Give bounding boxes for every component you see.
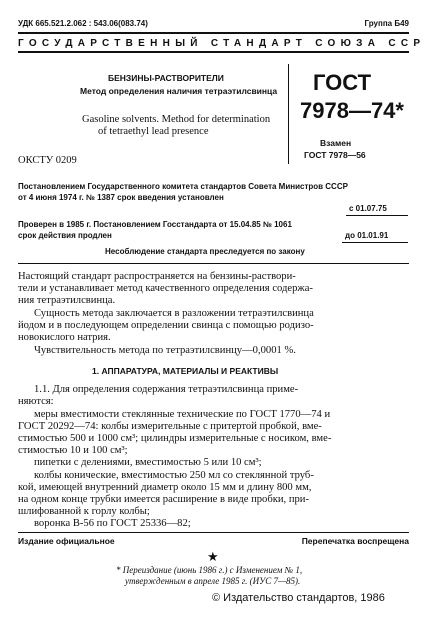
title-en-line2: of tetraethyl lead presence bbox=[98, 126, 209, 137]
date-end-underline bbox=[342, 242, 408, 243]
essence-line2: йодом и в последующем определении свинца с помощью родизо- bbox=[18, 320, 314, 331]
clause-1-1-line4: ГОСТ 20292—74: колбы измерительные с притертой пробкой, вме- bbox=[18, 421, 322, 432]
replaces-value: ГОСТ 7978—56 bbox=[304, 150, 366, 160]
decree-date-start: с 01.07.75 bbox=[349, 204, 387, 213]
okstu-code: ОКСТУ 0209 bbox=[18, 155, 77, 166]
decree-line2: от 4 июня 1974 г. № 1387 срок введения установлен bbox=[18, 193, 224, 202]
clause-1-1-line1: 1.1. Для определения содержания тетраэтилсвинца приме- bbox=[34, 384, 299, 395]
title-divider bbox=[288, 64, 289, 164]
decree-line3: Проверен в 1985 г. Постановлением Госстандарта от 15.04.85 № 1061 bbox=[18, 220, 292, 229]
decree-line4: срок действия продлен bbox=[18, 231, 112, 240]
reprint-prohibited: Перепечатка воспрещена bbox=[301, 536, 409, 546]
intro-line3: ния тетраэтилсвинца. bbox=[18, 295, 116, 306]
group-code: Группа Б49 bbox=[364, 19, 409, 28]
clause-1-1-line5: стимостью 500 и 1000 см³; цилиндры измерительные с носиком, вме- bbox=[18, 433, 332, 444]
replaces-label: Взамен bbox=[320, 138, 352, 148]
clause-1-1-line7: пипетки с делениями, вместимостью 5 или 10 см³; bbox=[34, 457, 262, 468]
official-edition: Издание официальное bbox=[18, 536, 115, 546]
footer-rule bbox=[18, 532, 409, 533]
intro-line2: тели и устанавливает метод качественного определения содержа- bbox=[18, 283, 313, 294]
sensitivity-line: Чувствительность метода по тетраэтилсвинцу—0,0001 %. bbox=[34, 345, 296, 356]
decree-date-end: до 01.01.91 bbox=[345, 231, 389, 240]
header-rule-top bbox=[18, 32, 409, 34]
clause-1-1-line8: колбы конические, вместимостью 250 мл со стеклянной труб- bbox=[34, 470, 314, 481]
udk-code: УДК 665.521.2.062 : 543.06(083.74) bbox=[18, 19, 148, 28]
title-ru-line2: Метод определения наличия тетраэтилсвинца bbox=[80, 86, 278, 96]
clause-1-1-line3: меры вместимости стеклянные технические по ГОСТ 1770—74 и bbox=[34, 409, 331, 420]
decree-rule bbox=[18, 263, 409, 264]
essence-line3: новокислого натрия. bbox=[18, 332, 111, 343]
date-start-underline bbox=[346, 215, 408, 216]
title-ru-line1: БЕНЗИНЫ-РАСТВОРИТЕЛИ bbox=[108, 73, 224, 83]
clause-1-1-line9: кой, имеющей внутренний диаметр около 15 мм и длину 800 мм, bbox=[18, 482, 312, 493]
star-icon: ★ bbox=[207, 549, 219, 564]
title-en-line1: Gasoline solvents. Method for determination bbox=[82, 114, 271, 125]
clause-1-1-line11: шлифованной к горлу колбы; bbox=[18, 506, 150, 517]
gost-label: ГОСТ bbox=[313, 70, 372, 95]
essence-line1: Сущность метода заключается в разложении тетраэтилсвинца bbox=[34, 308, 314, 319]
law-warning: Несоблюдение стандарта преследуется по закону bbox=[105, 247, 305, 256]
clause-1-1-line12: воронка В-56 по ГОСТ 25336—82; bbox=[34, 518, 191, 529]
intro-line1: Настоящий стандарт распространяется на бензины-раствори- bbox=[18, 271, 296, 282]
clause-1-1-line6: стимостью 10 и 100 см³; bbox=[18, 445, 128, 456]
state-standard-heading: ГОСУДАРСТВЕННЫЙ СТАНДАРТ СОЮЗА ССР bbox=[18, 38, 426, 49]
clause-1-1-line2: няются: bbox=[18, 396, 54, 407]
reissue-note-line2: утвержденным в апреле 1985 г. (ИУС 7—85). bbox=[125, 576, 301, 586]
gost-number: 7978—74* bbox=[300, 98, 404, 123]
clause-1-1-line10: на одном конце трубки имеется расширение в виде пробки, при- bbox=[18, 494, 310, 505]
copyright-line: © Издательство стандартов, 1986 bbox=[212, 592, 385, 604]
header-rule-bottom bbox=[18, 51, 409, 53]
decree-line1: Постановлением Государственного комитета стандартов Совета Министров СССР bbox=[18, 182, 348, 191]
section-1-heading: 1. АППАРАТУРА, МАТЕРИАЛЫ И РЕАКТИВЫ bbox=[92, 366, 279, 376]
reissue-note-line1: * Переиздание (июнь 1986 г.) с Изменением № 1, bbox=[116, 565, 303, 575]
